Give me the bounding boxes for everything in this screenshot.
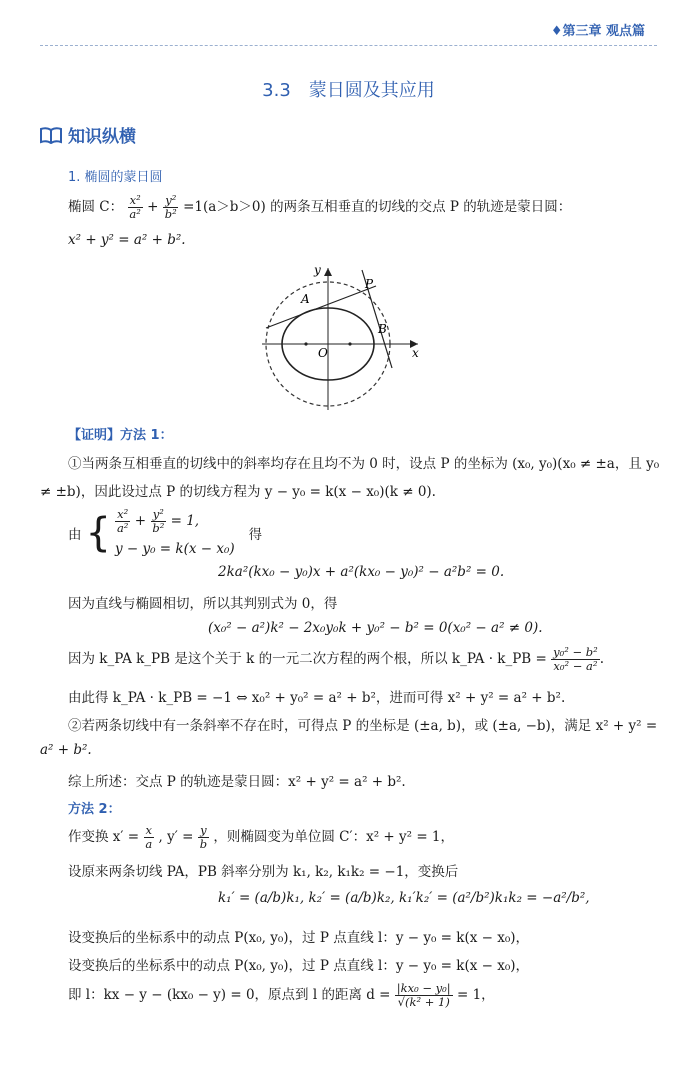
transform-suffix: ，则椭圆变为单位圆 C′：x² + y² = 1，: [213, 829, 455, 846]
tangent-line-pa: [266, 286, 376, 328]
proof-line-2: ≠ ±b)，因此设过点 P 的切线方程为 y − y₀ = k(x − x₀)(k ≠ 0).: [40, 484, 436, 500]
intro-statement: =1(a＞b＞0) 的两条互相垂直的切线的交点 P 的轨迹是蒙日圆：: [183, 199, 572, 216]
proof-line-1: ①当两条互相垂直的切线中的斜率均存在且均不为 0 时，设点 P 的坐标为 (x₀, y₀)(x₀ ≠ ±a，且 y₀: [68, 456, 660, 472]
equation-system: [68, 508, 262, 557]
label-y: y: [314, 263, 321, 277]
label-p: P: [365, 277, 374, 291]
frac-num: x²: [129, 193, 141, 207]
frac-den: a: [145, 837, 153, 852]
frac-den: √(k² + 1): [397, 995, 450, 1010]
fraction-y-b: [198, 824, 209, 851]
header-divider: [40, 45, 657, 46]
fraction-y2-b2: [163, 194, 179, 221]
method-2-line-4: 设变换后的坐标系中的动点 P(x₀, y₀)，过 P 点直线 l：y − y₀ = k(x − x₀)，: [68, 958, 530, 974]
method-2-line-2: 设原来两条切线 PA，PB 斜率分别为 k₁, k₂, k₁k₂ = −1，变换后: [68, 864, 459, 880]
equation-3: k₁′ = (a/b)k₁, k₂′ = (a/b)k₂, k₁′k₂′ = (a²/b²)k₁k₂ = −a²/b²,: [218, 890, 590, 906]
fraction-distance: [395, 982, 453, 1009]
label-b: B: [378, 322, 387, 336]
proof-line-7: a² + b².: [40, 742, 92, 758]
open-book-icon: [40, 126, 62, 144]
fraction-x2-a2: [127, 194, 142, 221]
proof-line-4-text: 因为 k_PA k_PB 是这个关于 k 的一元二次方程的两个根，所以 k_PA · k_PB =: [68, 651, 547, 668]
distance-prefix: 即 l：kx − y − (kx₀ − y) = 0，原点到 l 的距离 d =: [68, 987, 391, 1004]
chapter-header: ♦第三章 观点篇: [550, 24, 645, 39]
method-2-line-1: [68, 824, 454, 851]
proof-line-6: ②若两条切线中有一条斜率不存在时，可得点 P 的坐标是 (±a, b)，或 (±a, −b)，满足 x² + y² =: [68, 718, 658, 734]
frac-den: b²: [152, 521, 165, 536]
frac-den: x₀² − a²: [553, 659, 598, 674]
frac-den: a²: [129, 207, 141, 222]
distance-suffix: = 1，: [456, 987, 495, 1004]
frac-x2-a2: [115, 508, 130, 535]
proof-line-4: 因为 k_PA k_PB 是这个关于 k 的一元二次方程的两个根，所以 k_PA · k_PB = $\frac{\text{y₀² − b²}}{\text{x₀² − a²}}$ .: [68, 645, 605, 674]
label-x: x: [412, 346, 419, 360]
system-row-1-rhs: = 1,: [170, 513, 200, 530]
focus-point-left: [304, 342, 307, 345]
y-axis-arrow: [324, 268, 332, 276]
system-rows: [115, 508, 235, 557]
frac-num: y: [200, 823, 207, 837]
proof-line-3: 因为直线与椭圆相切，所以其判别式为 0，得: [68, 596, 338, 612]
focus-point-right: [348, 342, 351, 345]
frac-den: a²: [116, 521, 129, 536]
intro-prefix: 椭圆 C：: [68, 199, 124, 216]
method-2-label: 方法 2：: [68, 802, 121, 817]
system-prefix: 由: [68, 526, 82, 543]
frac-den: b: [199, 837, 208, 852]
frac-num: y₀² − b²: [553, 645, 598, 659]
subsection-title: 1. 椭圆的蒙日圆: [68, 170, 163, 185]
transform-mid: , y′ =: [158, 829, 194, 846]
proof-line-5: 由此得 k_PA · k_PB = −1 ⇔ x₀² + y₀² = a² + b²，进而可得 x² + y² = a² + b².: [68, 690, 566, 706]
equation-1: 2ka²(kx₀ − y₀)x + a²(kx₀ − y₀)² − a²b² = 0.: [218, 564, 505, 580]
method-2-line-5: [68, 982, 495, 1009]
frac-den: b²: [164, 207, 177, 222]
system-suffix: 得: [248, 526, 263, 543]
equation-2: (x₀² − a²)k² − 2x₀y₀k + y₀² − b² = 0(x₀² − a² ≠ 0).: [208, 620, 543, 636]
frac-num: y²: [152, 507, 164, 521]
left-brace: {: [85, 509, 111, 556]
fraction-x-a: [143, 824, 154, 851]
label-origin: O: [318, 346, 328, 360]
system-row-2: y − y₀ = k(x − x₀): [114, 541, 235, 558]
method-2-line-3: 设变换后的坐标系中的动点 P(x₀, y₀)，过 P 点直线 l：y − y₀ = k(x − x₀)，: [68, 930, 530, 946]
frac-num: x²: [117, 507, 129, 521]
fraction-ratio: [551, 646, 600, 673]
proof-label: 【证明】方法 1：: [68, 428, 173, 443]
frac-y2-b2: [150, 508, 166, 535]
section-title: 3.3 蒙日圆及其应用: [262, 80, 435, 101]
frac-num: x: [145, 823, 153, 837]
intro-line-1: 椭圆 C： $\frac{\text{x²}}{\text{a²}}$ + $\frac{\text{y²}}{\text{b²}}$ =1(a＞b＞0) 的两条互相垂直的切线的交点 P 的轨迹是蒙日圆：: [68, 193, 572, 222]
monge-circle-figure: [258, 260, 438, 412]
frac-num: y²: [165, 193, 177, 207]
transform-prefix: 作变换 x′ =: [68, 829, 140, 846]
proof-line-8: 综上所述：交点 P 的轨迹是蒙日圆：x² + y² = a² + b².: [68, 774, 406, 790]
knowledge-heading: [40, 122, 136, 147]
intro-line-2: x² + y² = a² + b².: [68, 232, 186, 248]
system-row-1: $\frac{\text{x²}}{\text{a²}}$ + $\frac{\text{y²}}{\text{b²}}$ = 1,: [116, 507, 200, 536]
knowledge-title: 知识纵横: [68, 127, 136, 147]
frac-num: |kx₀ − y₀|: [396, 981, 451, 995]
label-a: A: [301, 292, 310, 306]
